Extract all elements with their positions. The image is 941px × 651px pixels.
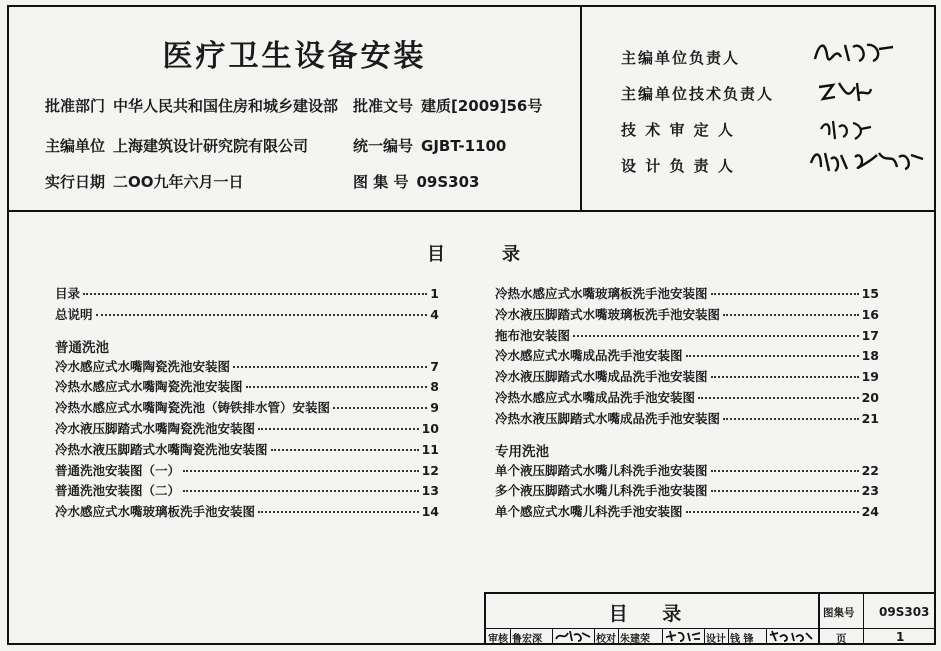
review-signature bbox=[554, 629, 592, 643]
review-name: 鲁宏深 bbox=[512, 634, 542, 645]
toc-entry-label: 冷水感应式水嘴陶瓷洗池安装图 bbox=[55, 358, 231, 374]
toc-leader-dots bbox=[233, 366, 427, 368]
toc-section-heading: 专用洗池 bbox=[495, 443, 549, 460]
responsible-technical: 主编单位技术负责人 bbox=[621, 85, 775, 103]
toc-entry-label: 冷热水感应式水嘴玻璃板洗手池安装图 bbox=[495, 286, 708, 301]
toc-entry-page: 22 bbox=[861, 462, 879, 478]
signature-2 bbox=[815, 77, 875, 107]
toc-entry[interactable] bbox=[495, 284, 879, 302]
toc-entry[interactable] bbox=[55, 357, 439, 375]
design-signature bbox=[768, 629, 814, 643]
toc-title-left: 目 bbox=[427, 244, 445, 265]
title-block bbox=[484, 592, 934, 643]
signature-4 bbox=[807, 145, 927, 177]
toc-entry[interactable] bbox=[55, 305, 439, 323]
toc-entry-page: 13 bbox=[421, 483, 439, 499]
toc-entry[interactable] bbox=[55, 398, 439, 416]
responsible-designer: 设 计 负 责 人 bbox=[621, 157, 735, 175]
toc-entry-page: 21 bbox=[861, 410, 879, 426]
toc-column-right bbox=[495, 284, 879, 544]
responsible-reviewer: 技 术 审 定 人 bbox=[621, 121, 735, 139]
tb-page-label: 页 bbox=[836, 633, 847, 645]
toc-entry[interactable] bbox=[495, 409, 879, 427]
toc-leader-dots bbox=[711, 293, 859, 295]
tb-atlas-value: 09S303 bbox=[879, 605, 930, 619]
atlas-number: 图 集 号 09S303 bbox=[353, 173, 480, 191]
toc-entry-label: 冷水感应式水嘴玻璃板洗手池安装图 bbox=[55, 504, 256, 520]
toc-entry-label: 多个液压脚踏式水嘴儿科洗手池安装图 bbox=[495, 483, 708, 499]
toc-entry-page: 10 bbox=[421, 421, 439, 436]
toc-leader-dots bbox=[686, 511, 859, 513]
toc-entry-page: 9 bbox=[430, 400, 439, 416]
toc-entry-page: 18 bbox=[861, 348, 879, 364]
toc-entry-page: 20 bbox=[861, 390, 879, 405]
toc-leader-dots bbox=[723, 314, 859, 316]
toc-entry-page: 4 bbox=[430, 306, 439, 322]
approval-doc: 批准文号 建质[2009]56号 bbox=[353, 97, 543, 115]
toc-entry[interactable] bbox=[55, 461, 439, 479]
toc-leader-dots bbox=[698, 397, 859, 399]
approval-dept: 批准部门 中华人民共和国住房和城乡建设部 bbox=[45, 97, 339, 115]
toc-leader-dots bbox=[723, 418, 859, 420]
toc-leader-dots bbox=[686, 355, 859, 357]
header-block bbox=[9, 7, 934, 212]
toc-entry[interactable] bbox=[55, 419, 439, 437]
toc-entry-label: 拖布池安装图 bbox=[495, 327, 571, 343]
toc-entry-page: 8 bbox=[430, 379, 439, 395]
toc-entry-label: 单个感应式水嘴儿科洗手池安装图 bbox=[495, 504, 683, 520]
toc-entry-page: 19 bbox=[861, 369, 879, 385]
implementation-date: 实行日期 二OO九年六月一日 bbox=[45, 173, 244, 191]
toc-entry-page: 23 bbox=[861, 483, 879, 499]
toc-entry-label: 冷热水感应式水嘴陶瓷洗池（铸铁排水管）安装图 bbox=[55, 400, 331, 416]
tb-page-value: 1 bbox=[896, 630, 905, 644]
toc-entry-label: 目录 bbox=[55, 286, 81, 301]
toc-leader-dots bbox=[183, 470, 419, 472]
review-label: 审核 bbox=[488, 634, 508, 645]
toc-entry[interactable] bbox=[55, 377, 439, 395]
toc-leader-dots bbox=[711, 470, 859, 472]
signature-1 bbox=[809, 37, 899, 67]
toc-leader-dots bbox=[271, 449, 419, 451]
toc-entry-label: 冷热水感应式水嘴陶瓷洗池安装图 bbox=[55, 379, 243, 395]
toc-leader-dots bbox=[83, 293, 427, 295]
toc-entry-label: 总说明 bbox=[55, 306, 93, 322]
responsible-editor-unit: 主编单位负责人 bbox=[621, 49, 741, 67]
toc-entry-label: 冷热水感应式水嘴成品洗手池安装图 bbox=[495, 390, 696, 405]
toc-entry[interactable] bbox=[495, 461, 879, 479]
toc-entry-label: 单个液压脚踏式水嘴儿科洗手池安装图 bbox=[495, 462, 708, 478]
toc-entry-page: 7 bbox=[430, 358, 439, 374]
toc-leader-dots bbox=[333, 407, 427, 409]
toc-entry-label: 普通洗池安装图（二） bbox=[55, 483, 181, 499]
toc-entry[interactable] bbox=[55, 481, 439, 499]
toc-entry-page: 16 bbox=[861, 306, 879, 322]
design-name: 钱 锋 bbox=[730, 634, 754, 645]
toc-entry-page: 12 bbox=[421, 462, 439, 478]
toc-entry-label: 冷水液压脚踏式水嘴陶瓷洗池安装图 bbox=[55, 421, 256, 436]
check-label: 校对 bbox=[596, 634, 616, 645]
toc-entry[interactable] bbox=[495, 502, 879, 520]
drawing-sheet bbox=[7, 5, 936, 645]
toc-leader-dots bbox=[573, 335, 859, 337]
editor-unit: 主编单位 上海建筑设计研究院有限公司 bbox=[45, 137, 309, 155]
check-name: 朱建荣 bbox=[620, 634, 650, 645]
design-label: 设计 bbox=[706, 634, 726, 645]
toc-entry-label: 普通洗池安装图（一） bbox=[55, 462, 181, 478]
toc-entry-page: 11 bbox=[421, 441, 439, 457]
toc-entry-label: 冷热水液压脚踏式水嘴陶瓷洗池安装图 bbox=[55, 441, 268, 457]
toc-entry-label: 冷水感应式水嘴成品洗手池安装图 bbox=[495, 348, 683, 364]
toc-title-right: 录 bbox=[502, 244, 520, 265]
toc-entry[interactable] bbox=[55, 502, 439, 520]
toc-leader-dots bbox=[96, 314, 428, 316]
toc-entry[interactable] bbox=[495, 367, 879, 385]
toc-leader-dots bbox=[258, 428, 419, 430]
atlas-title: 医疗卫生设备安装 bbox=[162, 39, 427, 74]
toc-entry-page: 24 bbox=[861, 504, 879, 520]
tb-atlas-label: 图集号 bbox=[823, 607, 855, 619]
toc-entry[interactable] bbox=[495, 305, 879, 323]
toc-leader-dots bbox=[711, 490, 859, 492]
toc-entry-page: 1 bbox=[430, 286, 439, 301]
toc-entry[interactable] bbox=[495, 326, 879, 344]
toc-entry[interactable] bbox=[495, 481, 879, 499]
toc-entry-label: 冷水液压脚踏式水嘴玻璃板洗手池安装图 bbox=[495, 306, 721, 322]
toc-entry-page: 15 bbox=[861, 286, 879, 301]
toc-entry-page: 14 bbox=[421, 504, 439, 520]
sheet-title: 目 录 bbox=[608, 603, 696, 625]
unified-number: 统一编号 GJBT-1100 bbox=[353, 137, 507, 155]
toc-entry-label: 冷热水液压脚踏式水嘴成品洗手池安装图 bbox=[495, 410, 721, 426]
toc-column-left bbox=[55, 284, 439, 544]
toc-leader-dots bbox=[711, 376, 859, 378]
toc-entry[interactable] bbox=[495, 346, 879, 364]
check-signature bbox=[664, 629, 702, 643]
toc-entry-page: 17 bbox=[861, 327, 879, 343]
toc-leader-dots bbox=[183, 490, 419, 492]
toc-entry-label: 冷水液压脚踏式水嘴成品洗手池安装图 bbox=[495, 369, 708, 385]
header-divider bbox=[580, 7, 582, 210]
toc-entry[interactable] bbox=[495, 388, 879, 406]
toc-entry[interactable] bbox=[55, 440, 439, 458]
toc-entry[interactable] bbox=[55, 284, 439, 302]
toc-leader-dots bbox=[258, 511, 419, 513]
toc-section-heading: 普通洗池 bbox=[55, 339, 109, 356]
toc-leader-dots bbox=[246, 386, 428, 388]
signature-3 bbox=[817, 115, 873, 143]
